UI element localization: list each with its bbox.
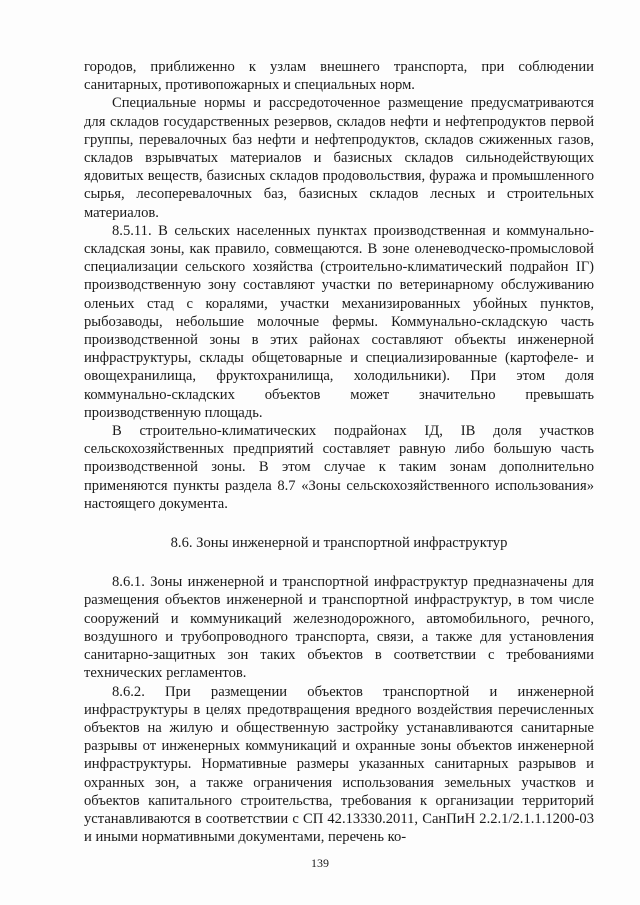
section-heading: 8.6. Зоны инженерной и транспортной инфраструктур (170, 535, 508, 552)
paragraph: В строительно-климатических подрайонах IД, IВ доля участков сельскохозяйственных предприятий составляет равную либо большую часть производственной зоны. В этом случае к таким зонам дополнительно применяются пункты раздела 8.7 «Зоны сельскохозяйственного использования» настоящего документа. (84, 423, 594, 512)
paragraph: Специальные нормы и рассредоточенное размещение предусматриваются для складов государственных резервов, складов нефти и нефтепродуктов первой группы, перевалочных баз нефти и нефтепродуктов, складов сжиженных газов, складов взрывчатых материалов и базисных складов сильнодействующих ядовитых веществ, базисных складов продовольствия, фуража и промышленного сырья, лесоперевалочных баз, базисных складов лесных и строительных материалов. (84, 95, 594, 221)
page-body (84, 58, 594, 846)
paragraph: 8.6.2. При размещении объектов транспортной и инженерной инфраструктуры в целях предотвращения вредного воздействия перечисленных объектов на жилую и общественную застройку устанавливаются санитарные разрывы от инженерных коммуникаций и охранные зоны объектов инженерной инфраструктуры. Нормативные размеры указанных санитарных разрывов и охранных зон, а также ограничения использования земельных участков и объектов капитального строительства, требования к организации территорий устанавливаются в соответствии с СП 42.13330.2011, СанПиН 2.2.1/2.1.1.1200-03 и иными нормативными документами, перечень ко- (84, 683, 594, 846)
paragraph: 8.5.11. В сельских населенных пунктах производственная и коммунально-складская зоны, как правило, совмещаются. В зоне оленеводческо-промысловой специализации сельского хозяйства (строительно-климатический подрайон IГ) производственную зону составляют участки по ветеринарному обслуживанию оленьих стад с коралями, участки механизированных убойных пунктов, рыбозаводы, небольшие молочные фермы. Коммунально-складскую часть производственной зоны в этих районах составляют объекты инженерной инфраструктуры, склады общетоварные и специализированные (картофеле- и овощехранилища, фруктохранилища, холодильники). При этом доля коммунально-складских объектов может значительно превышать производственную площадь. (84, 222, 594, 421)
page-number: 139 (311, 856, 329, 870)
paragraph: городов, приближенно к узлам внешнего транспорта, при соблюдении санитарных, противопожарных и специальных норм. (84, 59, 594, 94)
paragraph: 8.6.1. Зоны инженерной и транспортной инфраструктур предназначены для размещения объектов инженерной и транспортной инфраструктур, в том числе сооружений и коммуникаций железнодорожного, автомобильного, речного, воздушного и трубопроводного транспорта, связи, а также для установления санитарно-защитных зон таких объектов в соответствии с требованиями технических регламентов. (84, 574, 594, 682)
